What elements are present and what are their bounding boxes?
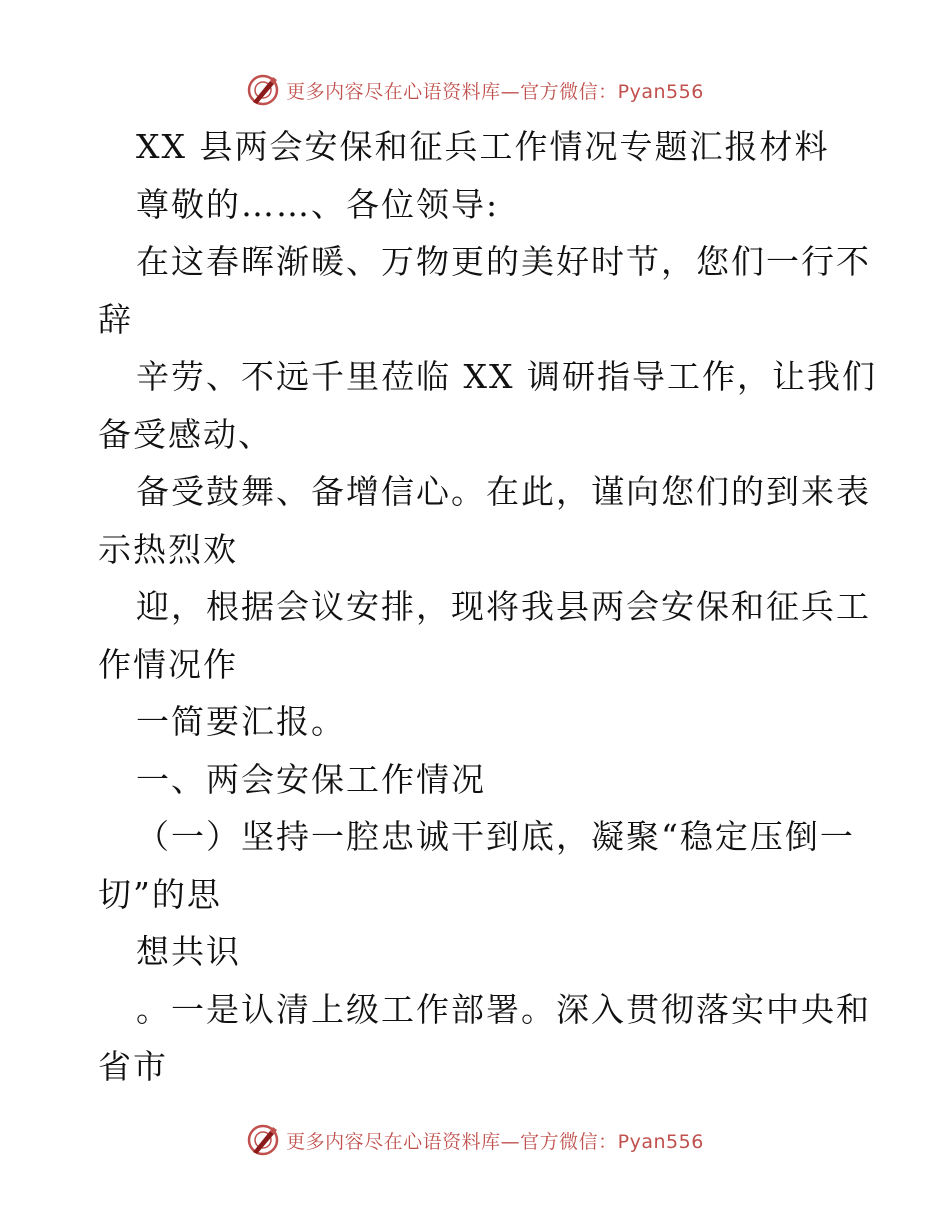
document-line: 备受鼓舞、备增信心。在此，谨向您们的到来表 [136, 472, 871, 511]
document-line: 在这春晖渐暖、万物更的美好时节，您们一行不 [136, 242, 871, 281]
document-line: 省市 [98, 1047, 168, 1086]
document-line: 辞 [98, 299, 133, 339]
document-line: 辛劳、不远千里莅临 XX 调研指导工作，让我们 [136, 357, 877, 396]
document-body [98, 118, 877, 1096]
footer-banner [0, 1120, 950, 1160]
document-line: 一简要汇报。 [136, 702, 346, 741]
document-line: （一）坚持一腔忠诚干到底，凝聚“稳定压倒一 [136, 817, 855, 856]
pen-logo-icon [246, 73, 280, 107]
document-line: 想共识 [136, 932, 241, 971]
document-line: 。一是认清上级工作部署。深入贯彻落实中央和 [136, 989, 871, 1029]
header-banner-text: 更多内容尽在心语资料库—官方微信：Pyan556 [286, 80, 704, 103]
document-line: 尊敬的……、各位领导: [136, 184, 500, 224]
document-line: 示热烈欢 [98, 529, 238, 569]
document-line: 作情况作 [98, 644, 238, 684]
header-banner [0, 70, 950, 110]
document-line: 迎，根据会议安排，现将我县两会安保和征兵工 [136, 587, 871, 626]
document-line: 切”的思 [98, 874, 222, 914]
document-line: XX 县两会安保和征兵工作情况专题汇报材料 [136, 127, 830, 166]
document-line: 一、两会安保工作情况 [136, 759, 486, 799]
pen-logo-icon [246, 1123, 280, 1157]
document-line: 备受感动、 [98, 414, 273, 454]
footer-banner-text: 更多内容尽在心语资料库—官方微信：Pyan556 [286, 1130, 704, 1153]
